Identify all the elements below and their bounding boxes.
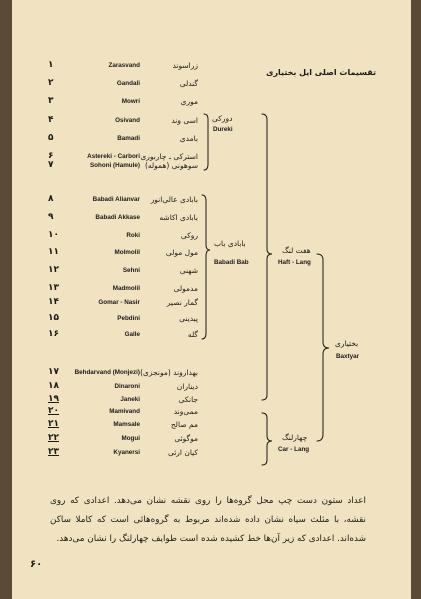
row-persian-name: موگوئی	[174, 434, 198, 443]
row-number: ۷	[48, 160, 54, 170]
group-babadi-bab-latin: Babadi Bab	[214, 259, 249, 266]
row-persian-name: گمار نصیر	[166, 298, 198, 307]
row-number: ۱۷	[48, 367, 59, 377]
row-persian-name: پبدینی	[179, 314, 198, 323]
row-latin-name: Babadi Alianvar	[92, 196, 140, 203]
row-persian-name: بهداروند (مونجزی)	[140, 368, 198, 377]
row-number: ۲۰	[48, 406, 59, 416]
book-page	[12, 0, 411, 599]
row-number: ۱۳	[48, 283, 59, 293]
row-number: ۲۳	[48, 447, 59, 457]
row-latin-name: Madmolil	[112, 285, 140, 292]
row-latin-name: Pebdini	[117, 315, 140, 322]
row-number: ۸	[48, 194, 54, 204]
row-latin-name: Gandali	[116, 80, 140, 87]
group-dureki-persian: دورکی	[212, 114, 233, 123]
row-number: ۵	[48, 133, 54, 143]
row-latin-name: Mowri	[121, 98, 140, 105]
group-car-lang-latin: Car - Lang	[278, 446, 310, 453]
row-persian-name: بابادی اکاشه	[159, 213, 198, 222]
row-number: ۶	[48, 151, 54, 161]
row-persian-name: گندلی	[179, 79, 198, 88]
row-number: ۹	[48, 212, 54, 222]
row-persian-name: مول مولی	[165, 248, 198, 257]
row-number: ۱	[48, 60, 54, 70]
row-latin-name: Kyanersi	[113, 449, 140, 456]
row-persian-name: جانکی	[178, 395, 198, 404]
explanation-paragraph: اعداد ستون دست چپ محل گروه‌ها را روی نقشه نشان می‌دهد. اعدادی که روی نقشه، با مثلث سیاه نشان داده شده‌اند مربوط به گروه‌هائی است که کاملا ساکن شده‌اند. اعدادی که زیر آن‌ها خط کشیده شده است طوایف چهارلنگ را نشان می‌دهد.	[50, 496, 366, 544]
row-latin-name: Babadi Akkase	[95, 214, 140, 221]
row-latin-name: Janeki	[120, 396, 140, 403]
group-haft-lang-persian: هفت لنگ	[282, 246, 311, 255]
row-latin-name: Sehni	[122, 267, 140, 274]
row-number: ۱۸	[48, 381, 59, 391]
row-persian-name: روکی	[180, 231, 198, 240]
row-number: ۱۲	[48, 265, 59, 275]
bracket-baxtyar	[317, 254, 329, 441]
row-number: ۱۱	[48, 247, 59, 257]
page-number: ۶۰	[30, 559, 43, 570]
row-number: ۲	[48, 78, 54, 88]
row-number: ۲۱	[48, 419, 59, 429]
row-number: ۱۰	[48, 230, 59, 240]
row-persian-name: زراسوند	[172, 61, 198, 70]
bracket-car-lang	[262, 413, 272, 465]
group-babadi-bab-persian: بابادی باب	[214, 239, 246, 248]
row-persian-name: شهنی	[179, 266, 198, 275]
row-number: ۱۶	[48, 329, 59, 339]
row-latin-name: Galle	[124, 331, 140, 338]
row-latin-name: Sohoni (Hamule)	[89, 162, 140, 169]
row-latin-name: Mamsale	[113, 421, 140, 428]
row-persian-name: بابادی عالی‌انور	[150, 195, 198, 204]
row-number: ۲۲	[48, 433, 59, 443]
row-latin-name: Mogui	[121, 435, 140, 442]
group-haft-lang-latin: Haft - Lang	[278, 259, 311, 266]
group-dureki-latin: Dureki	[213, 126, 233, 133]
row-number: ۱۵	[48, 313, 59, 323]
bracket-dureki	[204, 114, 208, 170]
row-persian-name: گله	[187, 330, 198, 339]
page-title: تقسیمات اصلی ایل بختیاری	[266, 68, 376, 77]
row-persian-name: موری	[180, 97, 198, 106]
row-persian-name: استرکی ـ چاربوری	[140, 152, 198, 161]
row-persian-name: مدمولی	[173, 284, 198, 293]
row-persian-name: ممی‌وند	[173, 407, 198, 416]
bracket-haft-lang	[262, 114, 272, 400]
row-persian-name: دیناران	[176, 382, 198, 391]
row-latin-name: Bamadi	[117, 135, 140, 142]
row-number: ۱۴	[48, 297, 59, 307]
row-latin-name: Gomar - Nasir	[98, 299, 140, 306]
group-car-lang-persian: چهارلنگ	[282, 433, 308, 442]
group-baxtyar-persian: بختیاری	[335, 339, 359, 348]
row-latin-name: Molmolil	[114, 249, 140, 256]
row-latin-name: Roki	[126, 232, 140, 239]
row-persian-name: مم صالح	[170, 420, 198, 429]
row-number: ۱۹	[48, 394, 59, 404]
row-latin-name: Osivand	[115, 117, 140, 124]
row-latin-name: Behdarvand (Monjezi)	[74, 369, 140, 376]
row-latin-name: Astereki - Carbori	[87, 153, 140, 160]
row-latin-name: Dinaroni	[114, 383, 140, 390]
bracket-babadi-bab	[202, 195, 210, 339]
row-persian-name: اسی وند	[171, 116, 198, 125]
row-number: ۳	[48, 96, 54, 106]
row-persian-name: کیان ارثی	[167, 448, 198, 457]
row-latin-name: Zarasvand	[108, 62, 140, 69]
row-persian-name: سوهونی (هموله)	[144, 161, 198, 170]
row-number: ۴	[48, 115, 54, 125]
row-persian-name: بامدی	[179, 134, 198, 143]
row-latin-name: Mamivand	[109, 408, 140, 415]
group-baxtyar-latin: Baxtyar	[336, 353, 360, 360]
